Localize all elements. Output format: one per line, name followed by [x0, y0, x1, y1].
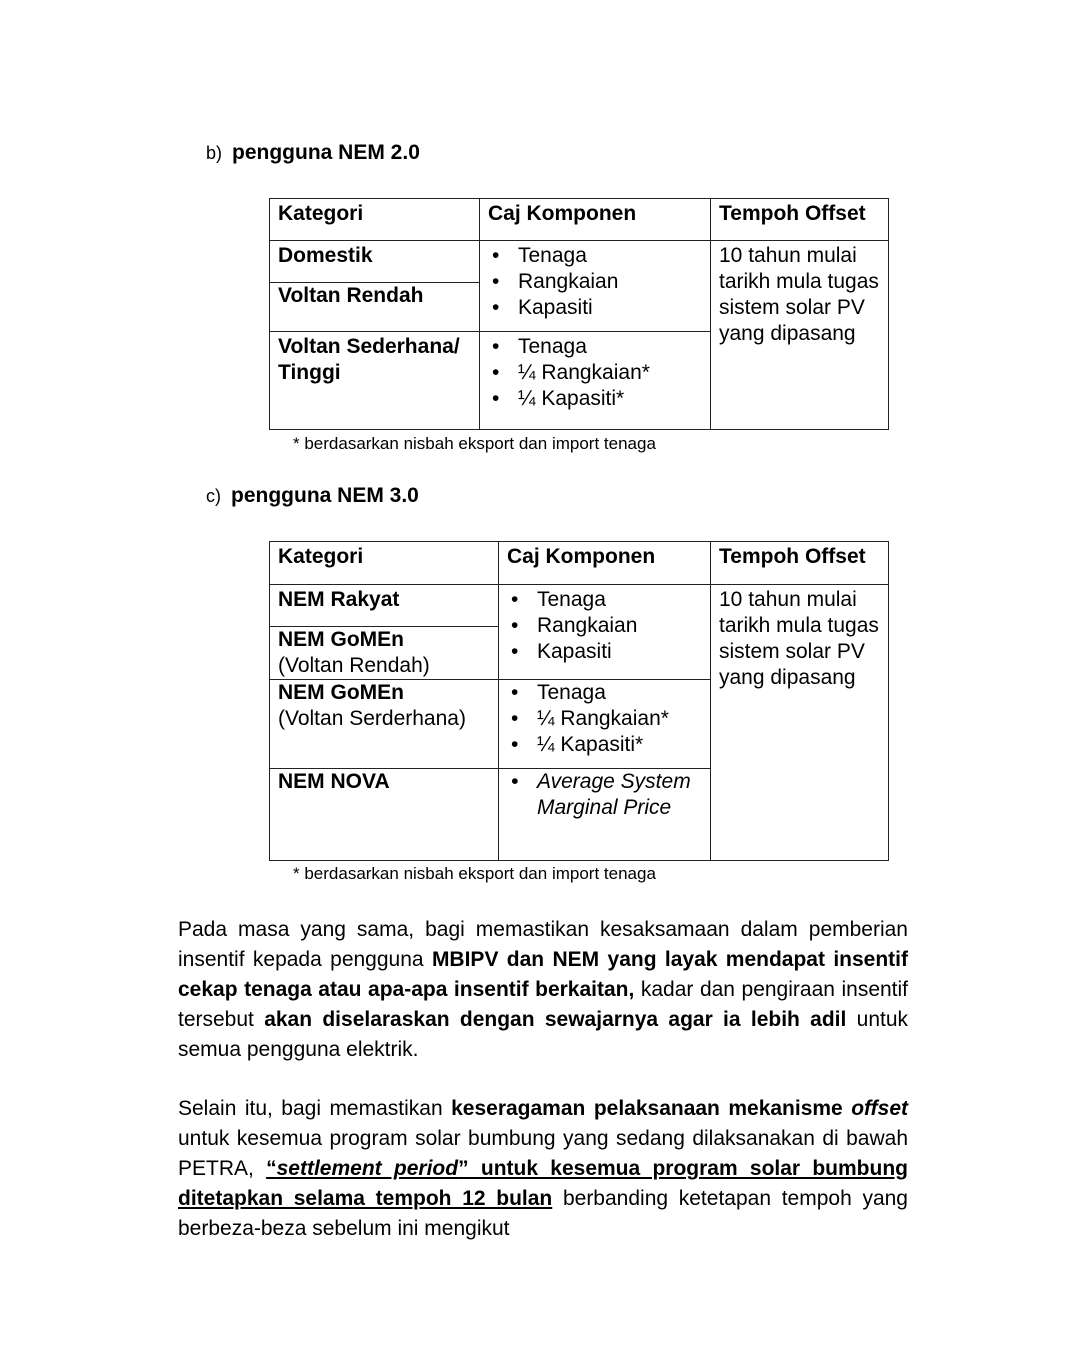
nem2-table — [269, 198, 889, 430]
section-c-letter: c) — [206, 486, 221, 506]
para1-bold-1: MBIPV dan NEM yang layak mendapat insentif cekap tenaga atau apa-apa insentif berkaitan, — [178, 948, 908, 1001]
list-item: • ¼ Kapasiti* — [488, 386, 704, 412]
nem3-caj-group3 — [499, 769, 711, 861]
section-b-title-text: pengguna NEM 2.0 — [232, 141, 420, 164]
list-item: • Rangkaian — [507, 613, 704, 639]
list-item: • Kapasiti — [488, 295, 704, 321]
nem3-tempoh: 10 tahun mulai tarikh mula tugas sistem solar PV yang dipasang — [711, 585, 889, 861]
nem3-footnote: * berdasarkan nisbah eksport dan import tenaga — [293, 864, 656, 883]
list-item: • Tenaga — [507, 680, 704, 706]
list-item: • ¼ Kapasiti* — [507, 732, 704, 758]
paragraph-equity — [178, 915, 908, 1065]
nem2-tempoh: 10 tahun mulai tarikh mula tugas sistem solar PV yang dipasang — [711, 241, 889, 430]
list-item: • Rangkaian — [488, 269, 704, 295]
nem3-gomen-sederhana-sub: (Voltan Serderhana) — [278, 707, 466, 730]
nem3-header-kategori: Kategori — [270, 542, 499, 585]
list-item: • Average System Marginal Price — [507, 769, 704, 821]
section-c-title — [206, 484, 419, 508]
para1-text-3: untuk semua pengguna elektrik. — [178, 1008, 909, 1061]
nem3-caj-group2 — [499, 680, 711, 769]
nem2-header-kategori: Kategori — [270, 199, 480, 241]
list-item: • Tenaga — [488, 334, 704, 360]
para1-bold-2: akan diselaraskan dengan sewajarnya agar ia lebih adil — [264, 1008, 847, 1031]
section-b-letter: b) — [206, 143, 223, 163]
nem2-header-caj: Caj Komponen — [480, 199, 711, 241]
nem3-kategori-gomen-rendah — [270, 627, 499, 680]
paragraph-settlement — [178, 1094, 908, 1244]
nem3-caj-group1 — [499, 585, 711, 680]
section-c-title-text: pengguna NEM 3.0 — [231, 484, 419, 507]
nem3-gomen-rendah-sub: (Voltan Rendah) — [278, 654, 430, 677]
nem2-kategori-voltan-sederhana: Voltan Sederhana/ Tinggi — [270, 332, 480, 430]
nem3-kategori-rakyat: NEM Rakyat — [270, 585, 499, 627]
para1-text-1: Pada masa yang sama, bagi memastikan kesaksamaan dalam pemberian insentif kepada pengguna — [178, 918, 908, 971]
nem3-table — [269, 541, 889, 861]
para1-text-2: kadar dan pengiraan insentif tersebut — [178, 978, 909, 1031]
list-item: • ¼ Rangkaian* — [488, 360, 704, 386]
nem2-caj-group1 — [480, 241, 711, 332]
list-item: • Tenaga — [488, 243, 704, 269]
nem2-header-tempoh: Tempoh Offset — [711, 199, 889, 241]
nem3-gomen-rendah-label: NEM GoMEn — [278, 628, 404, 651]
section-b-title — [206, 141, 420, 165]
list-item: • Tenaga — [507, 587, 704, 613]
para2-bold-italic-offset: offset — [851, 1097, 908, 1120]
para2-underline-italic: settlement period — [276, 1157, 459, 1180]
nem3-kategori-nova: NEM NOVA — [270, 769, 499, 861]
nem2-kategori-voltan-rendah: Voltan Rendah — [270, 283, 480, 332]
list-item: • Kapasiti — [507, 639, 704, 665]
list-item: • ¼ Rangkaian* — [507, 706, 704, 732]
para2-text-2: untuk kesemua program solar bumbung yang sedang dilaksanakan di bawah PETRA, — [178, 1127, 908, 1180]
nem3-kategori-gomen-sederhana — [270, 680, 499, 769]
para2-bold-1: keseragaman pelaksanaan mekanisme — [451, 1097, 843, 1120]
nem2-caj-group2 — [480, 332, 711, 430]
para2-underline-1: “ — [266, 1157, 277, 1180]
para2-text-3: berbanding ketetapan tempoh yang berbeza-beza sebelum ini mengikut — [178, 1187, 908, 1240]
nem3-gomen-sederhana-label: NEM GoMEn — [278, 681, 404, 704]
nem3-header-tempoh: Tempoh Offset — [711, 542, 889, 585]
para2-text-1: Selain itu, bagi memastikan — [178, 1097, 452, 1120]
nem2-footnote: * berdasarkan nisbah eksport dan import tenaga — [293, 434, 656, 453]
nem2-kategori-domestik: Domestik — [270, 241, 480, 283]
para2-underline-2: ” untuk kesemua program solar bumbung ditetapkan selama tempoh 12 bulan — [178, 1157, 908, 1210]
nem3-header-caj: Caj Komponen — [499, 542, 711, 585]
